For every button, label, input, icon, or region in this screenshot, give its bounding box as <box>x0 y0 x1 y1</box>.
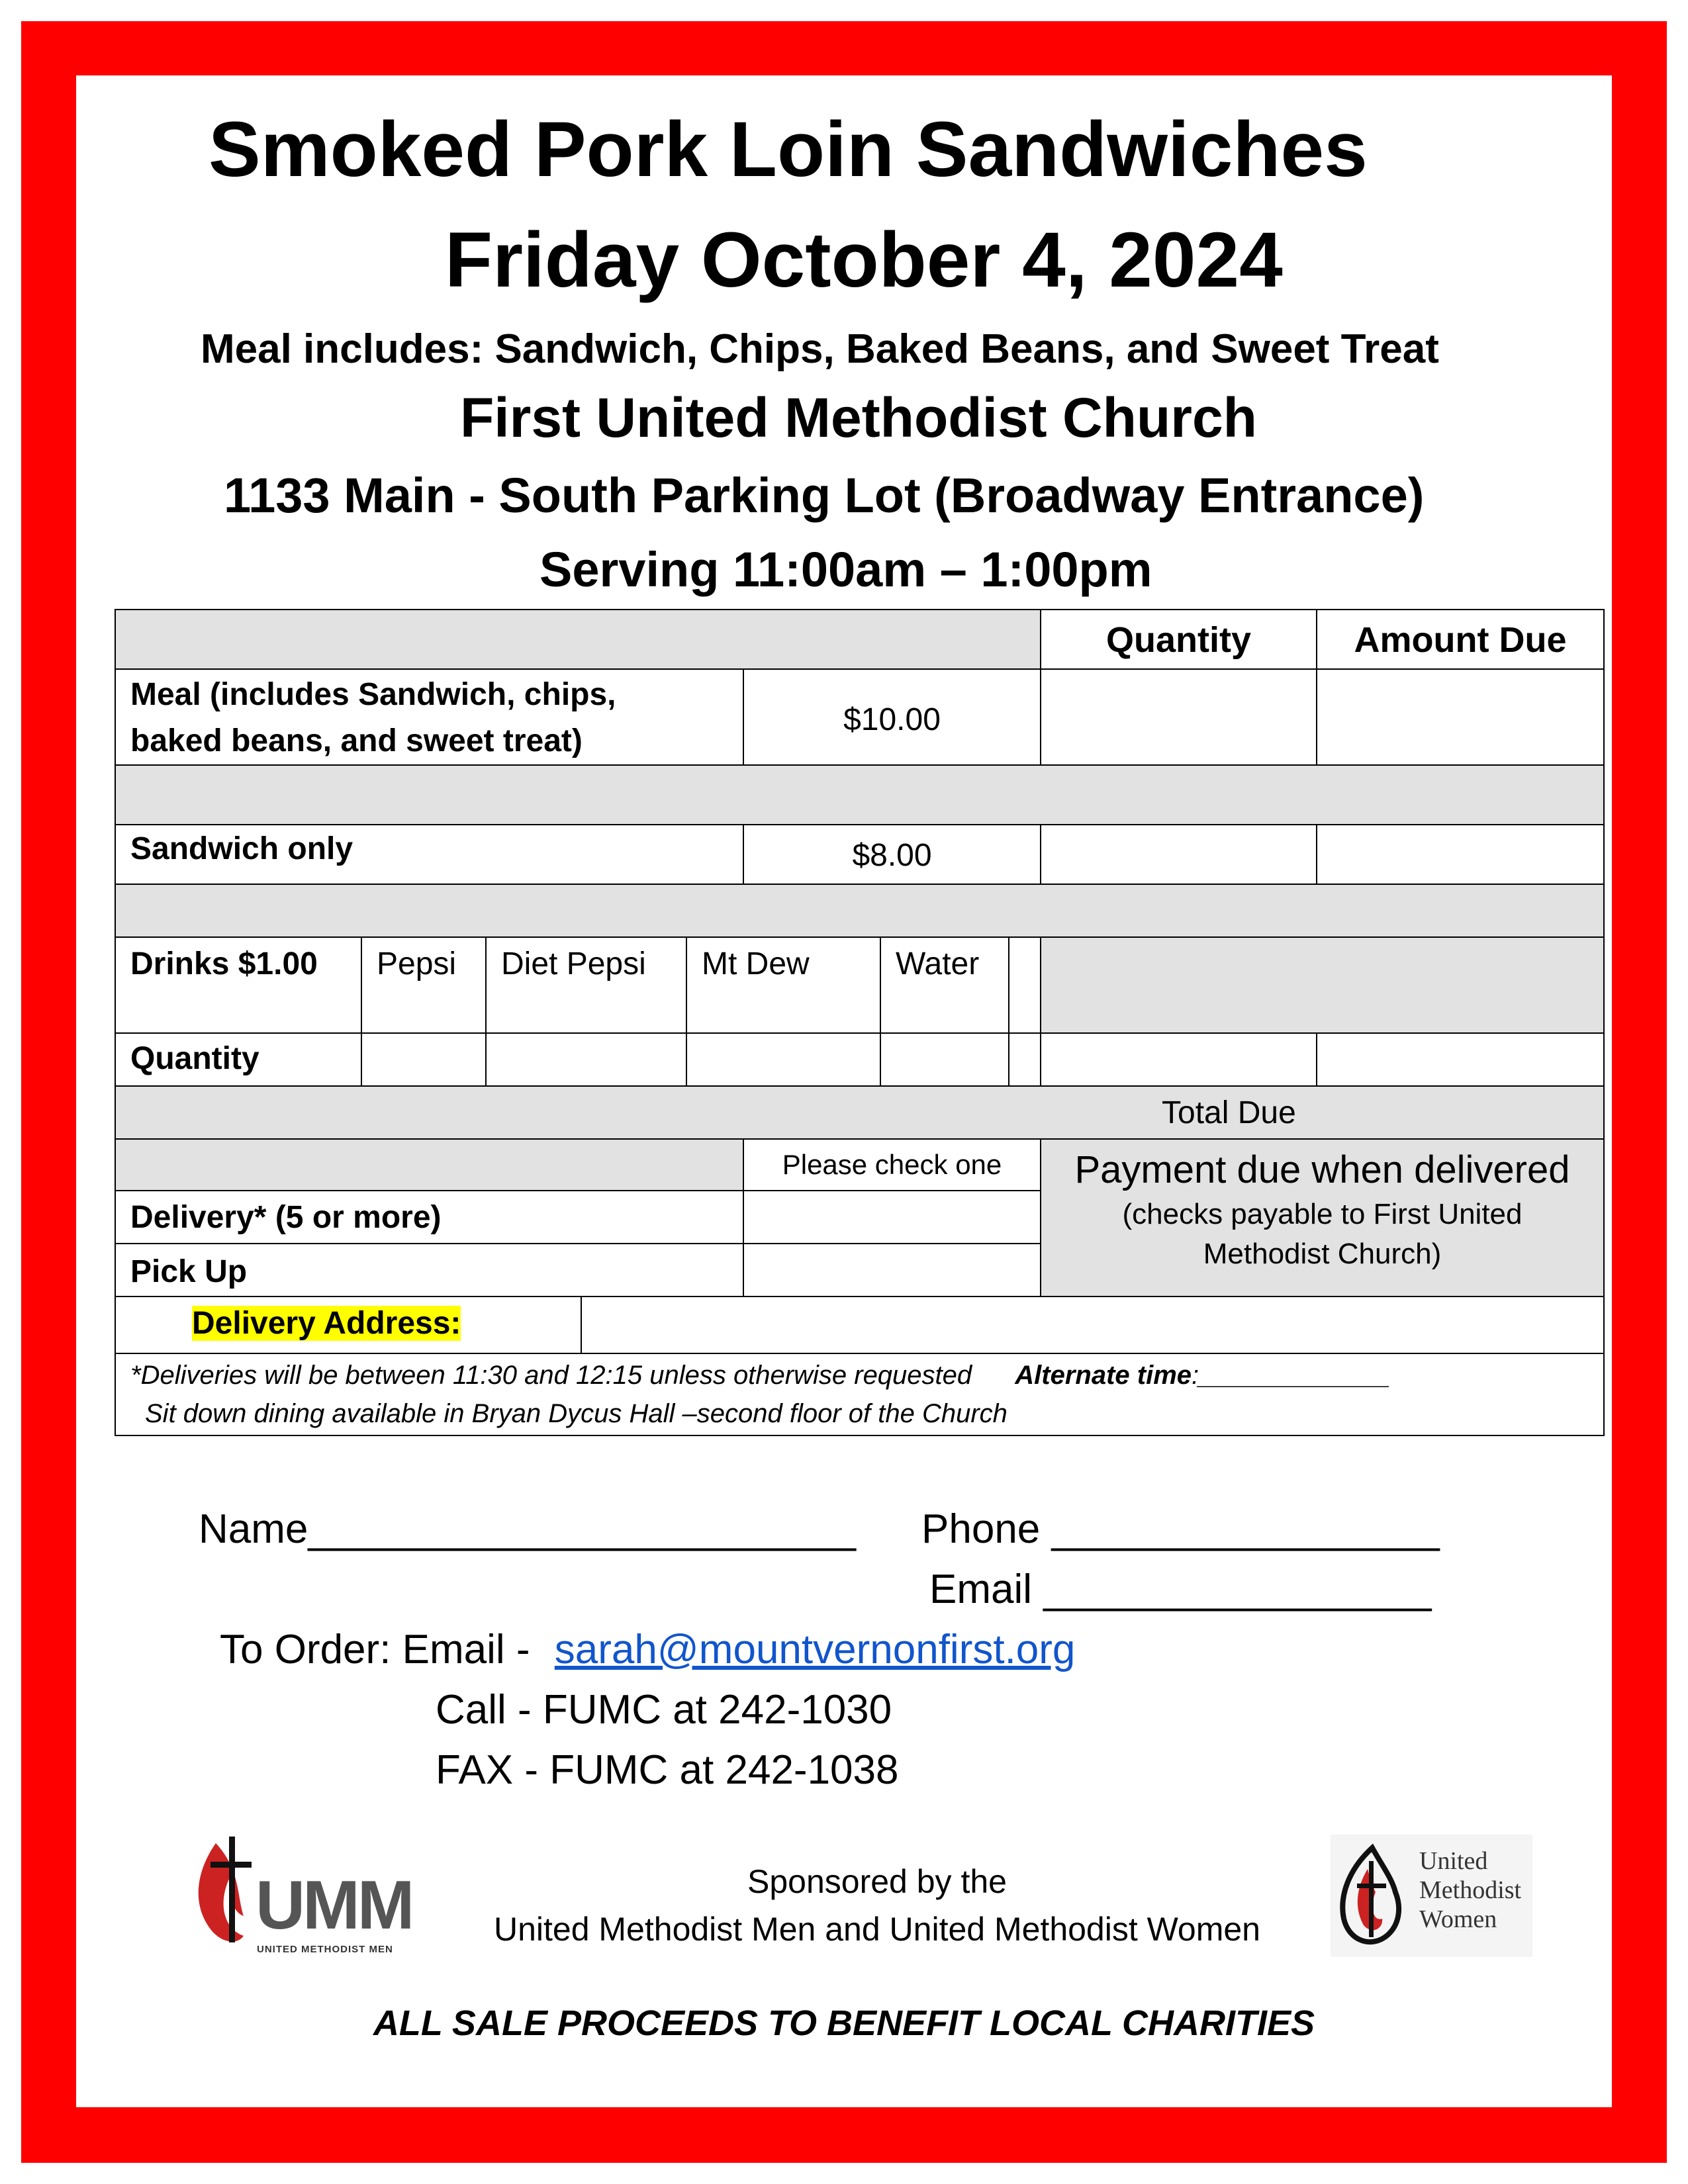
umw-logo-text-1: United <box>1419 1847 1488 1875</box>
delivery-address-field[interactable] <box>581 1296 1605 1354</box>
alternate-time-label: Alternate time <box>1015 1361 1192 1390</box>
drink-extra-cell <box>1008 936 1041 1034</box>
spacer-row <box>115 884 1605 938</box>
name-field[interactable]: Name________________________ <box>199 1506 856 1552</box>
quantity-header: Quantity <box>1040 609 1317 670</box>
meal-price-cell: $10.00 <box>743 668 1041 766</box>
umm-logo <box>191 1830 416 1962</box>
umw-logo-text-3: Women <box>1419 1905 1497 1933</box>
mt-dew-quantity-field[interactable] <box>686 1032 881 1087</box>
order-email-link[interactable]: sarah@mountvernonfirst.org <box>554 1627 1076 1672</box>
event-date: Friday October 4, 2024 <box>445 216 1283 304</box>
email-field[interactable]: Email _________________ <box>929 1567 1432 1612</box>
order-fax: FAX - FUMC at 242-1038 <box>436 1747 899 1793</box>
drink-mt-dew: Mt Dew <box>686 936 881 1034</box>
extra-quantity-cell <box>1008 1032 1041 1087</box>
sponsor-line1: Sponsored by the <box>747 1863 1007 1900</box>
event-title: Smoked Pork Loin Sandwiches <box>209 106 1368 193</box>
meal-quantity-field[interactable] <box>1040 668 1317 766</box>
delivery-window-note: *Deliveries will be between 11:30 and 12:15 unless otherwise requested <box>130 1361 972 1390</box>
pickup-label-cell: Pick Up <box>115 1243 744 1297</box>
delivery-notes-cell <box>115 1353 1605 1436</box>
drinks-quantity-label: Quantity <box>115 1032 362 1087</box>
meal-label-cell: Meal (includes Sandwich, chips, baked beans, and sweet treat) <box>115 668 744 766</box>
sandwich-quantity-field[interactable] <box>1040 824 1317 885</box>
pickup-checkbox[interactable] <box>743 1243 1041 1297</box>
umm-logo-text: UMM <box>256 1867 412 1944</box>
water-quantity-field[interactable] <box>880 1032 1009 1087</box>
order-call: Call - FUMC at 242-1030 <box>436 1687 892 1733</box>
delivery-checkbox[interactable] <box>743 1190 1041 1244</box>
order-lead: To Order: Email - <box>220 1627 530 1672</box>
drink-water: Water <box>880 936 1009 1034</box>
drinks-label-cell: Drinks $1.00 <box>115 936 362 1034</box>
serving-time: Serving 11:00am – 1:00pm <box>539 542 1152 597</box>
drink-pepsi: Pepsi <box>361 936 487 1034</box>
meal-includes: Meal includes: Sandwich, Chips, Baked Beans, and Sweet Treat <box>201 326 1439 372</box>
sandwich-amount-field[interactable] <box>1316 824 1605 885</box>
drinks-quantity-total-field[interactable] <box>1040 1032 1317 1087</box>
payment-note-cell: Payment due when delivered (checks payable to First United Methodist Church) <box>1040 1138 1605 1297</box>
meal-amount-field[interactable] <box>1316 668 1605 766</box>
table-header-blank <box>115 609 1041 670</box>
diet-pepsi-quantity-field[interactable] <box>485 1032 687 1087</box>
church-name: First United Methodist Church <box>460 387 1257 449</box>
drinks-amount-field[interactable] <box>1316 1032 1605 1087</box>
umw-logo <box>1331 1835 1532 1957</box>
proceeds-note: ALL SALE PROCEEDS TO BENEFIT LOCAL CHARITIES <box>373 2003 1315 2043</box>
phone-field[interactable]: Phone _________________ <box>921 1506 1440 1552</box>
alternate-time-blank[interactable]: :_____________ <box>1192 1361 1391 1390</box>
check-one-header: Please check one <box>743 1138 1041 1191</box>
total-due-row: Total Due <box>115 1085 1605 1140</box>
event-address: 1133 Main - South Parking Lot (Broadway Entrance) <box>224 468 1425 523</box>
delivery-address-label-cell <box>115 1296 582 1354</box>
delivery-address-label: Delivery Address: <box>192 1306 461 1341</box>
spacer-row <box>115 764 1605 825</box>
dining-note: Sit down dining available in Bryan Dycus Hall –second floor of the Church <box>145 1399 1008 1428</box>
order-instructions <box>220 1626 1075 1673</box>
umm-logo-subtitle: UNITED METHODIST MEN <box>257 1944 393 1955</box>
pepsi-quantity-field[interactable] <box>361 1032 487 1087</box>
sandwich-price-cell: $8.00 <box>743 824 1041 885</box>
sandwich-label-cell: Sandwich only <box>115 824 744 885</box>
sponsor-line2: United Methodist Men and United Methodist Women <box>493 1911 1260 1948</box>
check-header-blank <box>115 1138 744 1191</box>
umw-cross-flame-icon <box>1336 1843 1409 1952</box>
delivery-label-cell: Delivery* (5 or more) <box>115 1190 744 1244</box>
drinks-shaded-cell <box>1040 936 1605 1034</box>
drink-diet-pepsi: Diet Pepsi <box>485 936 687 1034</box>
umw-logo-text-2: Methodist <box>1419 1876 1522 1904</box>
amount-due-header: Amount Due <box>1316 609 1605 670</box>
